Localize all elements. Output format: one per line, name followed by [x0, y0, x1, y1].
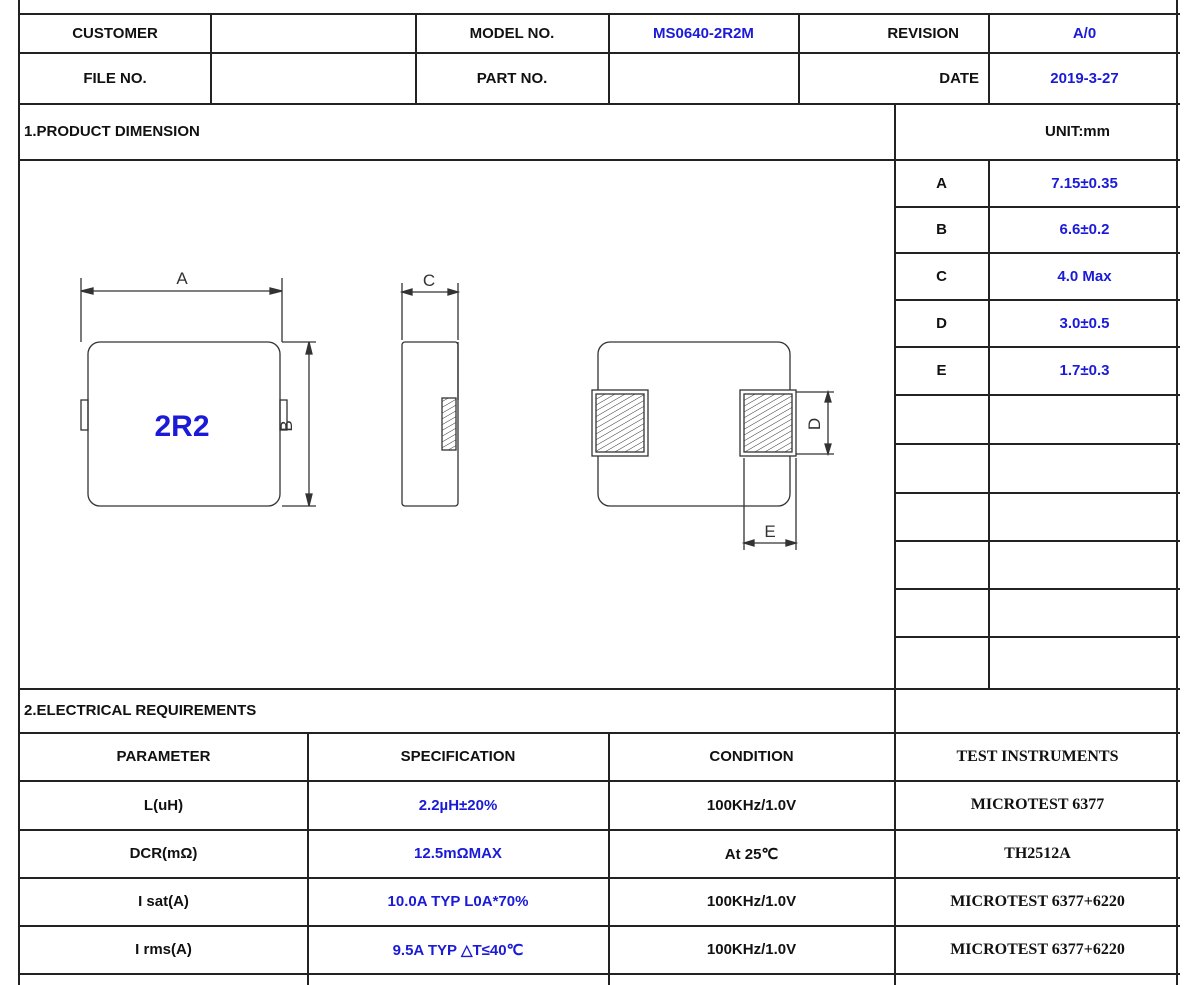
- date-label: DATE: [939, 69, 979, 87]
- row-dcr-condition: At 25℃: [724, 845, 779, 863]
- dim-value-c: 4.0 Max: [1057, 267, 1112, 285]
- dim-value-a: 7.15±0.35: [1051, 174, 1118, 192]
- dim-key-e: E: [936, 362, 947, 379]
- dim-key-d: D: [936, 314, 947, 332]
- customer-label: CUSTOMER: [72, 24, 158, 42]
- part-value: [609, 53, 798, 103]
- revision-label: REVISION: [887, 24, 959, 42]
- row-isat-specification: 10.0A TYP L0A*70%: [387, 893, 529, 910]
- row-isat-condition: 100KHz/1.0V: [706, 893, 797, 910]
- dim-value-d: 3.0±0.5: [1059, 314, 1110, 332]
- row-isat-parameter: I sat(A): [138, 893, 189, 910]
- row-l-parameter: L(uH): [143, 796, 184, 814]
- product-dimension-drawing: [20, 160, 894, 688]
- date-value: 2019-3-27: [1050, 69, 1119, 87]
- revision-value: A/0: [1072, 24, 1097, 42]
- row-irms-specification: 9.5A TYP △T≤40℃: [392, 941, 524, 959]
- row-l-condition: 100KHz/1.0V: [706, 796, 797, 814]
- model-value: MS0640-2R2M: [653, 24, 754, 42]
- row-irms-instrument: MICROTEST 6377+6220: [950, 940, 1125, 958]
- dim-value-b: 6.6±0.2: [1059, 221, 1110, 238]
- label-e: E: [764, 522, 776, 541]
- row-irms-condition: 100KHz/1.0V: [706, 941, 797, 958]
- part-label: PART NO.: [476, 69, 548, 87]
- label-b: B: [277, 420, 296, 432]
- row-isat-instrument: MICROTEST 6377+6220: [950, 892, 1125, 910]
- part-marking: 2R2: [154, 410, 210, 443]
- label-a: A: [176, 269, 188, 288]
- header-test-instruments: TEST INSTRUMENTS: [956, 747, 1119, 765]
- row-irms-parameter: I rms(A): [135, 941, 192, 958]
- row-l-specification: 2.2µH±20%: [418, 796, 498, 814]
- header-specification: SPECIFICATION: [400, 748, 516, 765]
- row-dcr-instrument: TH2512A: [1004, 844, 1071, 862]
- row-dcr-specification: 12.5mΩMAX: [414, 845, 502, 862]
- label-c: C: [422, 271, 436, 290]
- file-label: FILE NO.: [83, 69, 147, 87]
- section2-title: 2.ELECTRICAL REQUIREMENTS: [24, 702, 257, 719]
- section1-title: 1.PRODUCT DIMENSION: [24, 123, 200, 140]
- dim-key-a: A: [936, 174, 947, 192]
- dim-value-e: 1.7±0.3: [1059, 362, 1110, 379]
- unit-label: UNIT:mm: [1044, 123, 1110, 140]
- model-label: MODEL NO.: [469, 24, 555, 42]
- customer-value: [211, 14, 415, 52]
- header-condition: CONDITION: [709, 748, 794, 765]
- header-parameter: PARAMETER: [116, 748, 211, 765]
- dim-key-c: C: [936, 267, 947, 285]
- file-value: [211, 53, 415, 103]
- dim-key-b: B: [936, 221, 947, 238]
- spec-sheet: [18, 0, 1178, 985]
- row-dcr-parameter: DCR(mΩ): [129, 845, 198, 862]
- row-l-instrument: MICROTEST 6377: [970, 796, 1105, 813]
- label-d: D: [805, 417, 824, 431]
